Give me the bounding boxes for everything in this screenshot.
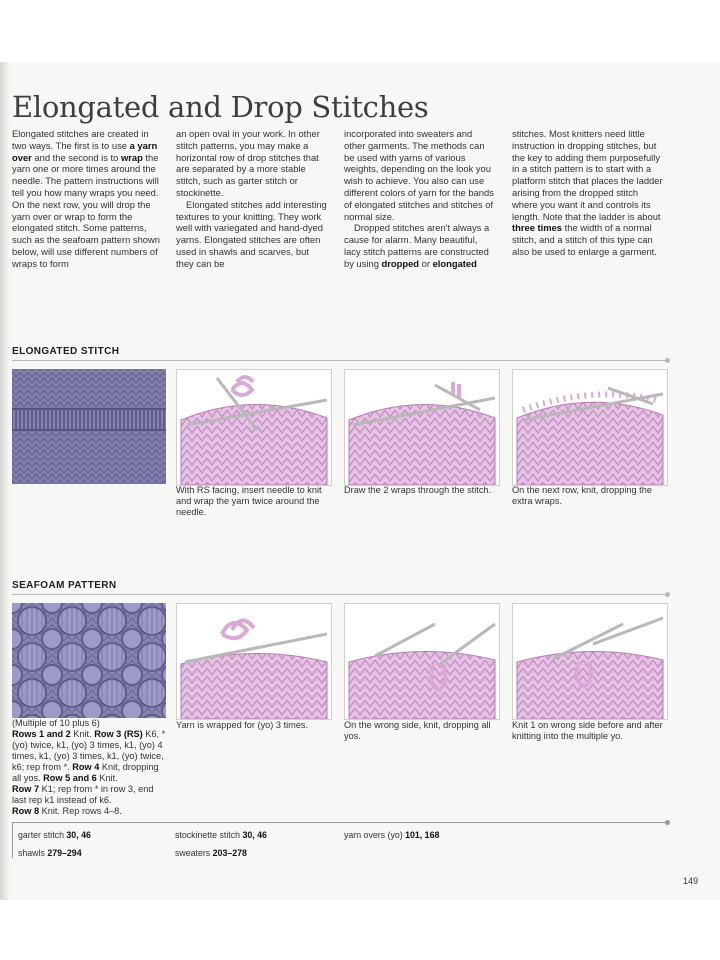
intro-paragraph: Dropped stitches aren't always a cause for alarm. Many beautiful, lacy stitch patterns are constructed by using dropped or elongated (344, 222, 490, 269)
section-title-elongated: ELONGATED STITCH (12, 346, 120, 357)
intro-paragraph: incorporated into sweaters and other garments. The methods can be used with yarns of various weights, depending on the look you wish to achieve. You also can use different colors of yarn for the bands of elongated stitches and stitches of normal size. (344, 128, 494, 222)
xref-bar (12, 822, 13, 858)
cross-reference-box (12, 822, 668, 862)
illustration-drop-yos (344, 603, 500, 720)
caption-seafoam-1: Yarn is wrapped for (yo) 3 times. (176, 720, 309, 730)
section-rule (12, 360, 668, 361)
intro-column-1 (12, 128, 164, 270)
illustration-wrap-twice (176, 369, 332, 486)
elongated-swatch-photo (12, 369, 166, 484)
caption-elongated-2: Draw the 2 wraps through the stitch. (344, 485, 492, 495)
page-title: Elongated and Drop Stitches (12, 90, 429, 124)
caption-seafoam-3: Knit 1 on wrong side before and after knitting into the multiple yo. (512, 720, 663, 741)
xref-shawls[interactable]: shawls 279–294 (18, 848, 82, 858)
illustration-drop-wraps (512, 369, 668, 486)
illustration-draw-wraps (344, 369, 500, 486)
instruction-line: Row 8 Knit. Rep rows 4–8. (12, 806, 122, 816)
caption-elongated-3: On the next row, knit, dropping the extra wraps. (512, 485, 652, 506)
page-spine-shadow (0, 62, 10, 900)
intro-paragraph: stitches. Most knitters need little instruction in dropping stitches, but the key to adding them purposefully in a stitch pattern is to start with a platform stitch that places the ladder arising from the dropped stitch where you want it and controls its length. Note that the ladder is about three times the width of a normal stitch, and a stitch of this type can also be used to enlarge a garment. (512, 128, 663, 257)
xref-rule (12, 822, 668, 823)
instruction-line: Row 7 K1; rep from * in row 3, end last rep k1 instead of k6. (12, 784, 154, 805)
section-rule (12, 594, 668, 595)
intro-paragraph: an open oval in your work. In other stitch patterns, you may make a horizontal row of drop stitches that are separated by a more stable stitch, such as garter stitch or stockinette. (176, 128, 320, 198)
caption-elongated-1: With RS facing, insert needle to knit and wrap the yarn twice around the needle. (176, 485, 322, 517)
intro-paragraph: Elongated stitches are created in two ways. The first is to use a yarn over and the second is to wrap the yarn one or more times around the needle. The pattern instructions will tell you how many wraps you need. On the next row, you will drop the yarn over or wrap to form the elongated stitch. Some patterns, such as the seafoam pattern shown below, will use different numbers of wraps to form (12, 128, 161, 269)
xref-garter-stitch[interactable]: garter stitch 30, 46 (18, 830, 91, 840)
page-number: 149 (683, 876, 699, 886)
seafoam-instructions (12, 718, 166, 817)
section-title-seafoam: SEAFOAM PATTERN (12, 580, 117, 591)
instruction-line: (Multiple of 10 plus 6) (12, 718, 100, 728)
xref-sweaters[interactable]: sweaters 203–278 (175, 848, 247, 858)
illustration-yarn-wrapped (176, 603, 332, 720)
caption-seafoam-2: On the wrong side, knit, dropping all yos. (344, 720, 491, 741)
intro-paragraph: Elongated stitches add interesting textures to your knitting. They work well with variegated and hand-dyed yarns. Elongated stitches are often used in shawls and scarves, but they can be (176, 198, 327, 269)
illustration-knit-before-after (512, 603, 668, 720)
intro-column-2 (176, 128, 328, 270)
xref-yarn-overs[interactable]: yarn overs (yo) 101, 168 (344, 830, 440, 840)
seafoam-swatch-photo (12, 603, 166, 718)
instruction-line: Rows 1 and 2 Knit. Row 3 (RS) K6, * (yo) twice, k1, (yo) 3 times, k1, (yo) 4 times, k1, (yo) 3 times, k1, (yo) twice, k6; rep from *. Row 4 Knit, dropping all yos. Row 5 and 6 Knit. (12, 729, 166, 783)
intro-column-4 (512, 128, 664, 258)
xref-stockinette-stitch[interactable]: stockinette stitch 30, 46 (175, 830, 267, 840)
intro-column-3 (344, 128, 496, 270)
